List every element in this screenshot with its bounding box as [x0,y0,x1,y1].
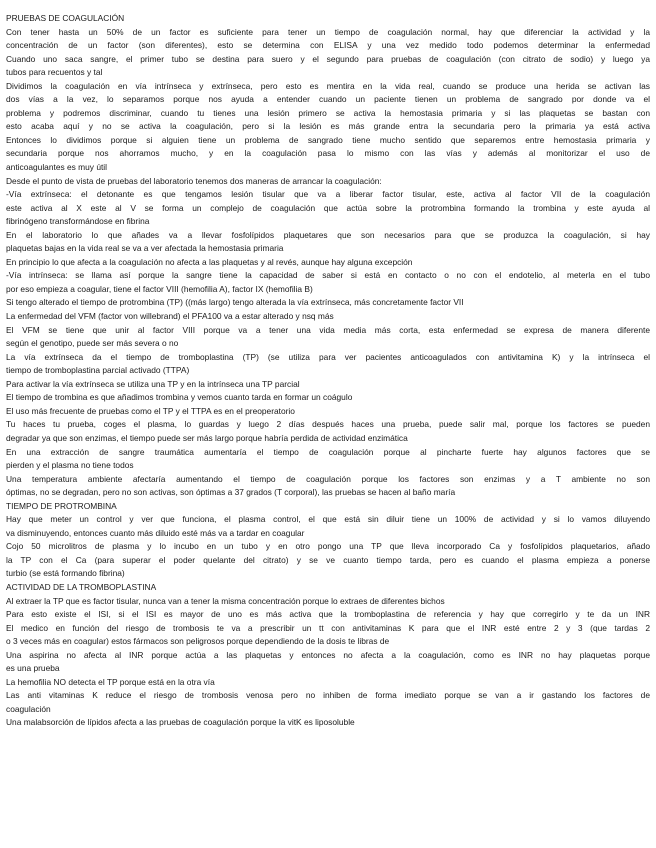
text-line: El VFM se tiene que unir al factor VIII porque va a tener una vida media más corta, esta enfermedad se expresa de manera diferente [6,324,650,335]
text-line: La enfermedad del VFM (factor von willebrand) el PFA100 va a estar alterado y nsq más [6,311,334,322]
text-line: ACTIVIDAD DE LA TROMBOPLASTINA [6,581,157,592]
text-line: PRUEBAS DE COAGULACIÓN [6,13,125,23]
text-line: Cuando uno saca sangre, el primer tubo se destina para suero y el segundo para pruebas de coagulación (con citrato de sodio) y luego ya [6,53,650,64]
text-line: En el laboratorio lo que añades va a llevar fosfolípidos plaquetares que son necesarios para que se produzca la coagulación, si hay [6,229,650,240]
text-line: En una extracción de sangre traumática aumentaría el tiempo de coagulación porque al pincharte fuerte hay algunos factores que se [6,446,650,457]
text-line: turbio (se está formando fibrina) [6,568,125,579]
text-line: pierden y el plasma no tiene todos [6,460,134,471]
text-line: óptimas, no se degradan, pero no son activas, son óptimas a 37 grados (T corporal), las pruebas se hacen al baño maría [6,487,456,498]
text-line: este activa al X este al V se forma un complejo de coagulación que actúa sobre la protrombina formando la trombina y este ayuda al [6,202,650,213]
text-line: Las anti vitaminas K reduce el riesgo de trombosis venosa pero no inhiben de forma imediato porque se van a ir gastando los factores de [6,690,650,701]
text-line: según el genotipo, puede ser más severa o no [6,338,179,349]
text-line: En principio lo que afecta a la coagulación no afecta a las plaquetas y al revés, aunque hay alguna excepción [6,256,413,267]
text-line: va disminuyendo, entonces cuanto más diluido esté más va a tardar en coagular [6,527,305,538]
text-line: El medico en función del riesgo de trombosis te va a prescribir un tt con antivitaminas K para que el INR esté entre 2 y 3 (que tardas 2 [6,622,650,633]
text-line: anticoagulantes es muy útil [6,162,108,173]
text-line: concentración de un factor (son diferentes), esto se determina con ELISA y una vez medido todo podemos determinar la enfermedad [6,40,650,51]
text-line: dos vías a la vez, lo separamos porque nos ayuda a entender cuando un paciente tienen un problema de sangrado por donde va el [6,94,650,105]
text-line: la TP con el Ca (para superar el poder quelante del citrato) y se ve cuanto tiempo tarda, pero es cuando el plasma empieza a ponerse [6,554,650,565]
text-line: tubos para recuentos y tal [6,67,103,78]
text-line: por eso empieza a coagular, tiene el factor VIII (hemofilia A), factor IX (hemofilia B) [6,283,313,294]
text-line: fibrinógeno transformándose en fibrina [6,216,150,227]
text-line: tiempo de tromboplastina parcial activado (TTPA) [6,365,190,376]
text-line: TIEMPO DE PROTROMBINA [6,500,117,511]
text-line: Tu haces tu prueba, coges el plasma, lo guardas y luego 2 días después haces una prueba, puede salir mal, porque los factores se pueden [6,419,650,430]
text-line: -Vía intrínseca: se llama así porque la sangre tiene la capacidad de saber si está en contacto o no con el endotelio, al meterla en el tubo [6,270,650,281]
text-line: El tiempo de trombina es que añadimos trombina y vemos cuanto tarda en formar un coágulo [6,392,353,403]
text-line: secundaria porque nos ahorramos mucho, y en la coagulación pasa lo mismo con las vías y además al monitorizar el uso de [6,148,650,159]
text-line: La hemofilia NO detecta el TP porque está en la otra vía [6,676,215,687]
text-line: Con tener hasta un 50% de un factor es suficiente para tener un tiempo de coagulación normal, hay que diferenciar la actividad y la [6,26,650,37]
text-line: es una prueba [6,663,60,674]
text-line: plaquetas bajas en la vida real se va a ver afectada la hemostasia primaria [6,243,284,254]
text-line: Cojo 50 microlitros de plasma y lo incubo en un tubo y en otro pongo una TP que lleva incorporado Ca y fosfolípidos plaquetarios, añado [6,541,650,552]
text-line: El uso más frecuente de pruebas como el TP y el TTPA es en el preoperatorio [6,405,295,416]
text-line: Si tengo alterado el tiempo de protrombina (TP) ((más largo) tengo alterada la vía extrínseca, más concretamente factor VII [6,297,464,308]
text-line: o 3 veces más en coagular) estos fármacos son peligrosos porque dependiendo de la dosis te libras de [6,636,390,647]
text-line: esto acaba aquí y no se activa la coagulación, pero si la lesión es más grande entra la secundaria pero la primaria ya está activa [6,121,650,132]
text-line: problema y podremos discriminar, cuando tu tienes una lesión primero se activa la hemostasia primaria y si las plaquetas se bastan con [6,107,650,118]
text-line: Una malabsorción de lípidos afecta a las pruebas de coagulación porque la vitK es liposoluble [6,717,355,728]
text-line: coagulación [6,703,51,714]
text-line: Hay que meter un control y ver que funciona, el plasma control, el que está sin diluir tiene un 100% de actividad y si lo vamos diluyendo [6,514,650,525]
text-line: Al extraer la TP que es factor tisular, nunca van a tener la misma concentración porque lo extraes de diferentes bichos [6,595,445,606]
text-line: Una aspirina no afecta al INR porque actúa a las plaquetas y entonces no afecta a la coagulación, como es INR no hay plaquetas porque [6,649,650,660]
text-line: La vía extrínseca da el tiempo de tromboplastina (TP) (se utiliza para ver pacientes anticoagulados con antivitamina K) y la intrínseca el [6,351,650,362]
text-line: Para esto existe el ISI, si el ISI es mayor de uno es más activa que la tromboplastina de referencia y hay que corregirlo y te da un INR [6,609,650,620]
text-line: Para activar la vía extrínseca se utiliza una TP y en la intrínseca una TP parcial [6,378,300,389]
text-line: degradar ya que son enzimas, el tiempo puede ser más largo porque habría perdida de actividad enzimática [6,432,408,443]
text-line: Entonces lo dividimos porque si alguien tiene un problema de sangrado tiene mucho sentido que separemos entre hemostasia primaria y [6,134,650,145]
text-line: -Vía extrínseca: el detonante es que tengamos lesión tisular que va a liberar factor tisular, este, activa al factor VII de la coagulación [6,189,650,200]
text-line: Dividimos la coagulación en vía intrínseca y extrínseca, pero esto es mentira en la vida real, cuando se produce una herida se activan las [6,80,650,91]
text-line: Desde el punto de vista de pruebas del laboratorio tenemos dos maneras de arrancar la coagulación: [6,175,382,186]
text-line: Una temperatura ambiente afectaría aumentando el tiempo de coagulación porque los factores son enzimas y a T ambiente no son [6,473,650,484]
